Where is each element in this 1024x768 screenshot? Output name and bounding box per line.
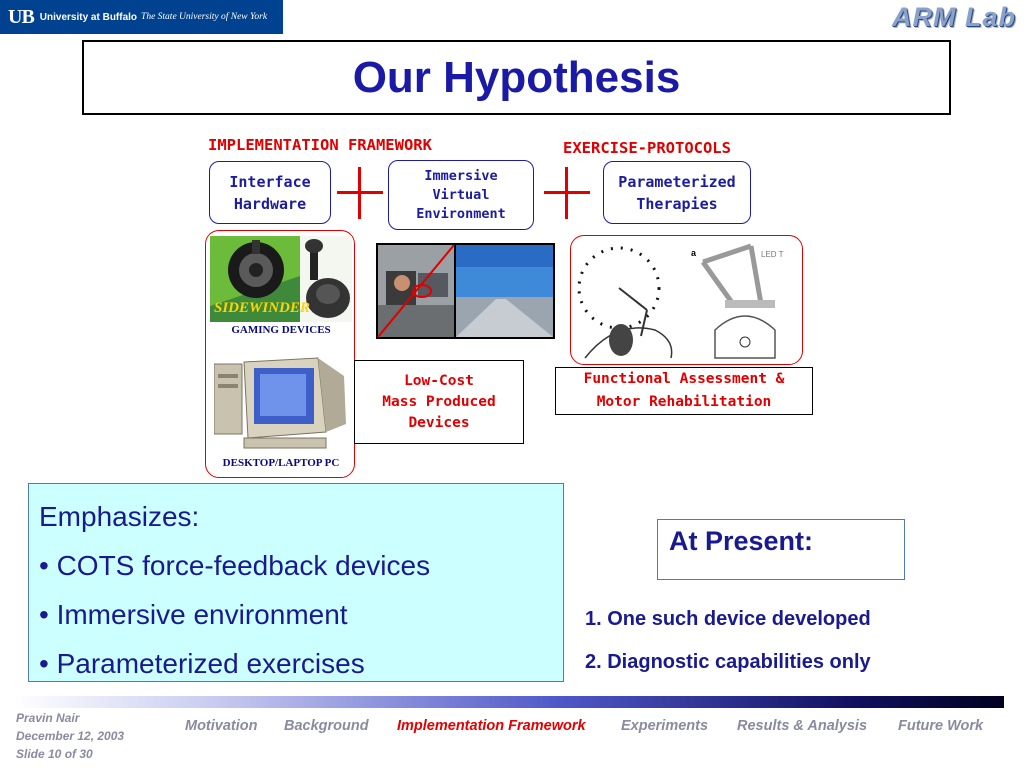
emphasis-item: • Parameterized exercises — [39, 648, 365, 679]
arm-lab-logo: ARM Lab — [892, 2, 1016, 32]
ub-mark: UB — [8, 5, 34, 28]
implementation-framework-label: IMPLEMENTATION FRAMEWORK — [208, 136, 432, 154]
footer-meta — [16, 709, 124, 763]
parameterized-therapies-box — [603, 161, 751, 224]
university-tagline: The State University of New York — [141, 12, 268, 22]
nav-results-analysis[interactable]: Results & Analysis — [737, 718, 868, 734]
present-item: 1. One such device developed — [585, 608, 871, 630]
present-item: 2. Diagnostic capabilities only — [585, 651, 871, 673]
desktop-pc-image — [214, 354, 348, 454]
plus-icon — [544, 167, 590, 219]
desktop-pc-caption: DESKTOP/LAPTOP PC — [222, 457, 340, 469]
emphasis-item: • Immersive environment — [39, 599, 348, 630]
emphasis-item: • COTS force-feedback devices — [39, 550, 431, 581]
emphasizes-box — [28, 483, 564, 682]
svg-text:a: a — [691, 248, 697, 258]
interface-hardware-box — [209, 161, 331, 224]
virtual-environment-image — [376, 243, 555, 339]
nav-motivation[interactable]: Motivation — [185, 718, 258, 734]
sidewinder-brand-text: SIDEWINDER — [214, 300, 310, 316]
interface-line-1: Interface — [229, 172, 311, 191]
gaming-devices-image — [210, 236, 352, 322]
functional-line-1: Functional Assessment & — [583, 371, 785, 387]
exercise-protocols-label: EXERCISE-PROTOCOLS — [563, 139, 731, 157]
footer-slide-number: Slide 10 of 30 — [16, 747, 93, 761]
immersive-line-2: Virtual — [432, 186, 490, 203]
plus-icon — [337, 167, 383, 219]
footer-date: December 12, 2003 — [16, 729, 125, 743]
low-cost-line-3: Devices — [408, 414, 470, 431]
low-cost-line-2: Mass Produced — [382, 393, 496, 410]
university-logo — [0, 0, 283, 34]
nav-future-work[interactable]: Future Work — [898, 718, 984, 734]
title-frame — [82, 40, 951, 115]
footer-author: Pravin Nair — [16, 711, 80, 725]
at-present-heading: At Present: — [669, 526, 814, 556]
low-cost-line-1: Low-Cost — [404, 372, 474, 389]
led-label: LED T — [761, 250, 784, 259]
slide-title: Our Hypothesis — [352, 52, 681, 102]
footer-gradient-bar — [14, 696, 1004, 708]
university-name: University at Buffalo — [39, 11, 138, 23]
low-cost-devices-box — [354, 360, 524, 444]
gaming-devices-caption: GAMING DEVICES — [231, 324, 331, 336]
immersive-line-1: Immersive — [424, 167, 498, 184]
parameterized-line-1: Parameterized — [618, 172, 736, 191]
functional-assessment-box — [555, 367, 813, 415]
emphasizes-heading: Emphasizes: — [39, 501, 200, 532]
at-present-box — [657, 519, 905, 580]
interface-line-2: Hardware — [233, 194, 307, 213]
nav-experiments[interactable]: Experiments — [621, 718, 709, 734]
therapy-diagrams-image — [575, 240, 798, 360]
immersive-environment-box — [388, 160, 534, 230]
parameterized-line-2: Therapies — [636, 194, 718, 213]
functional-line-2: Motor Rehabilitation — [596, 394, 772, 410]
nav-background[interactable]: Background — [284, 718, 369, 734]
immersive-line-3: Environment — [416, 205, 506, 222]
nav-implementation-framework[interactable]: Implementation Framework — [397, 718, 586, 734]
